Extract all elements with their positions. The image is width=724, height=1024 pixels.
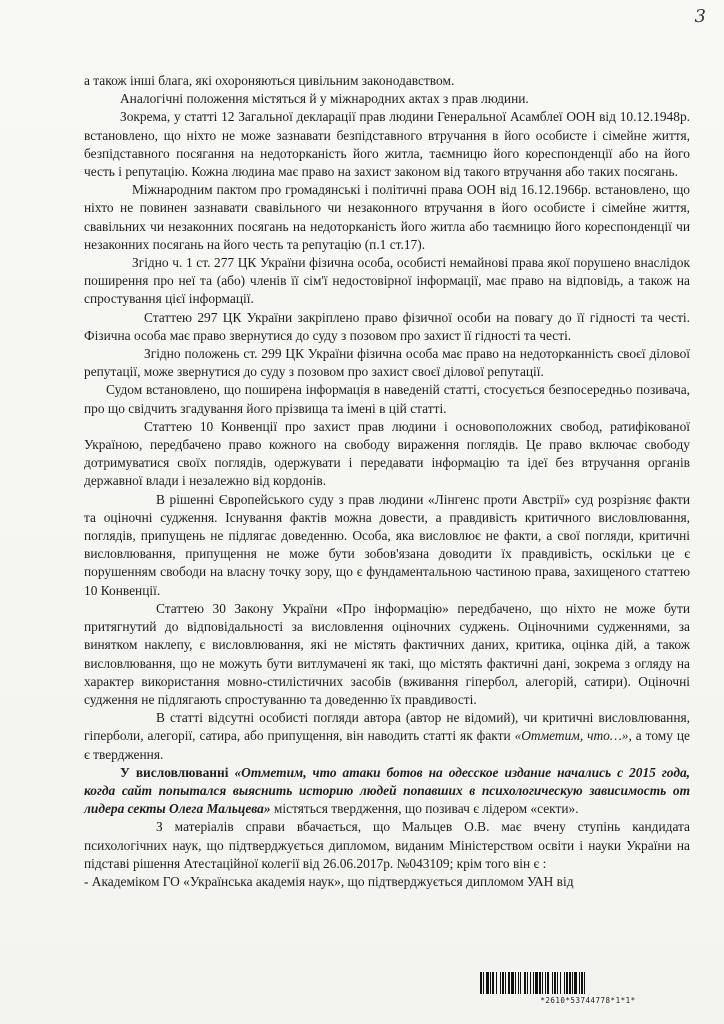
bold-lead: У висловлюванні <box>120 764 235 780</box>
document-body <box>84 72 690 891</box>
paragraph: Статтею 297 ЦК України закріплено право фізичної особи на повагу до її гідності та честі. Фізична особа має право звернутися до суду з позовом про захист її гідності та честі. <box>84 309 690 343</box>
paragraph: Статтею 30 Закону України «Про інформацію» передбачено, що ніхто не може бути притягнутий до відповідальності за висловлення оціночних суджень. Оціночними судженнями, за винятком наклепу, є висловлювання, які не містять фактичних даних, критика, оцінка дій, а також висловлювання, що не можуть бути витлумачені як такі, що містять фактичні дані, зокрема з огляду на характер використання мовно-стилістичних засобів (вживання гіпербол, алегорій, сатири). Оціночні судження не підлягають спростуванню та доведенню їх правдивості. <box>84 600 690 707</box>
barcode-text: *2610*53744778*1*1* <box>540 996 636 1005</box>
paragraph-text: , а тому це є твердження. <box>84 728 690 762</box>
page-number: 3 <box>694 6 706 27</box>
paragraph: Зокрема, у статті 12 Загальної декларації прав людини Генеральної Асамблеї ООН від 10.12.1948р. встановлено, що ніхто не може зазнавати безпідставного втручання в його особисте і сімейне життя, безпідставного посягання на недоторканість його житла, таємницю його кореспонденції або на його честь і репутацію. Кожна людина має право на захист законом від такого втручання або таких посягань. <box>84 109 690 180</box>
bold-italic-quote: «Отметим, что атаки ботов на одесское издание начались с 2015 года, когда сайт попытался выяснить историю людей попавших в психологическую зависимость от лидера секты Олега Мальцева» <box>84 764 690 817</box>
barcode-bars <box>480 972 696 994</box>
paragraph: Згідно ч. 1 ст. 277 ЦК України фізична особа, особисті немайнові права якої порушено внаслідок поширення про неї та (або) членів її сім'ї недостовірної інформації, має право на відповідь, а також на спростування цієї інформації. <box>84 255 690 307</box>
paragraph: Згідно положень ст. 299 ЦК України фізична особа має право на недоторканність своєї ділової репутації, може звернутися до суду з позовом про захист своєї ділової репутації. <box>84 346 690 380</box>
paragraph: а також інші блага, які охороняються цивільним законодавством. <box>84 73 455 88</box>
barcode <box>480 972 696 1014</box>
paragraph: Статтею 10 Конвенції про захист прав людини і основоположних свобод, ратифікованої Україною, передбачено право кожного на свободу вираження поглядів. Це право включає свободу дотримуватися своїх поглядів, одержувати і передавати інформацію та ідеї без втручання органів державної влади і незалежно від кордонів. <box>84 418 690 489</box>
paragraph: Міжнародним пактом про громадянські і політичні права ООН від 16.12.1966р. встановлено, що ніхто не повинен зазнавати свавільного чи незаконного втручання в його особисте і сімейне життя, свавільних чи незаконних посягань на недоторканість його житла або таємницю його кореспонденції чи незаконних посягань на його честь та репутацію (п.1 ст.17). <box>84 182 690 252</box>
italic-quote: «Отметим, что…» <box>514 728 629 744</box>
paragraph-text: В статті відсутні особисті погляди автора (автор не відомий), чи критичні висловлювання, гіперболи, алегорії, сатира, або припущення, він наводить статті як факти <box>84 710 690 744</box>
paragraph: Судом встановлено, що поширена інформація в наведеній статті, стосується безпосередньо позивача, про що свідчить згадування його прізвища та імені в цій статті. <box>84 382 690 416</box>
paragraph: - Академіком ГО «Українська академія наук», що підтверджується дипломом УАН від <box>84 873 574 889</box>
paragraph <box>84 764 690 819</box>
paragraph: Аналогічні положення містяться й у міжнародних актах з прав людини. <box>120 91 529 107</box>
paragraph <box>84 709 690 764</box>
paragraph-text: містяться твердження, що позивач є лідером «секти». <box>270 801 579 817</box>
paragraph: З матеріалів справи вбачається, що Мальцев О.В. має вчену ступінь кандидата психологічних наук, що підтверджується дипломом, виданим Міністерством освіти і науки України на підставі рішення Атестаційної колегії від 26.06.2017р. №043109; крім того він є : <box>84 819 690 871</box>
barcode-bar <box>585 972 587 994</box>
paragraph: В рішенні Європейського суду з прав людини «Лінгенс проти Австрії» суд розрізняє факти та оціночні судження. Існування фактів можна довести, а правдивість критичного висловлювання, поглядів, припущень не підлягає доведенню. Особа, яка висловлює не факти, а свої погляди, критичні висловлювання, припущення не може бути зобов'язана доводити їх правдивість, оскільки це є порушенням свободи на власну точку зору, що є фундаментальною частиною права, захищеного статтею 10 Конвенції. <box>84 491 690 598</box>
